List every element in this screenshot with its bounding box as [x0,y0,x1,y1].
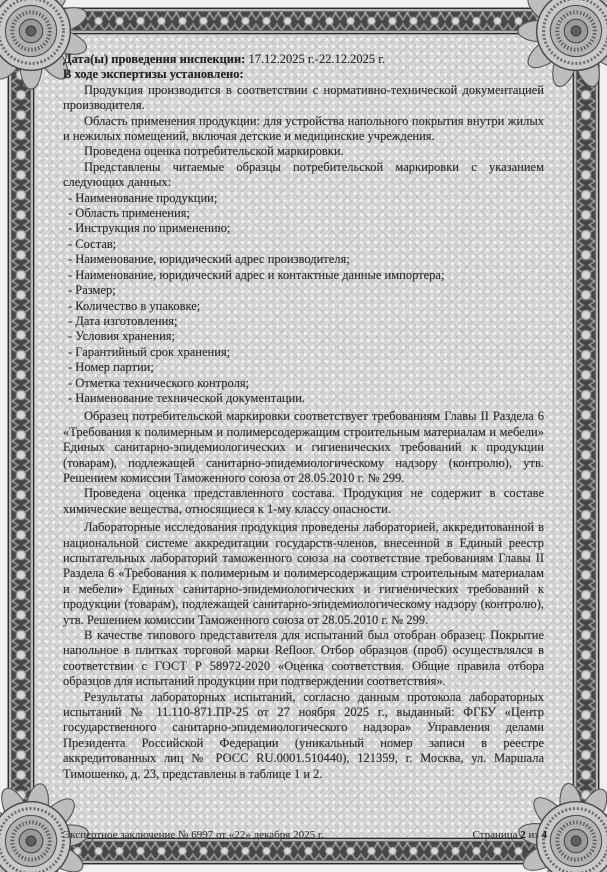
paragraph-composition: Проведена оценка представленного состава. Продукция не содержит в составе химические вещества, относящиеся к 1-му классу опасности. [63,486,544,516]
list-item: - Область применения; [68,206,190,221]
list-item: - Номер партии; [68,360,154,375]
paragraph-sample-selection: В качестве типового представителя для испытаний был отобран образец: Покрытие напольное в плитках торговой марки Refloor. Отбор образцов (проб) осуществлялся в соответствии с ГОСТ Р 58972-2020 «Оценка соответствия. Общие правила отбора образцов для испытаний продукции при подтверждении соответствия». [63,628,544,689]
paragraph-marking-compliance: Образец потребительской маркировки соответствует требованиям Главы II Раздела 6 «Требования к полимерным и полимерсодержащим строительным материалам и мебели» Единых санитарно-эпидемиологических и гигиенических требований к продукции (товарам), подлежащей санитарно-эпидемиологическому надзору (контролю), утв. Решением комиссии Таможенного союза от 28.05.2010 г. № 299. [63,409,544,485]
inspection-dates-line [63,52,544,67]
list-item: - Отметка технического контроля; [68,375,250,390]
list-item: - Состав; [68,236,117,251]
footer-page-total: 4 [541,829,547,841]
paragraph-production: Продукция производится в соответствии с нормативно-технической документацией производителя. [63,82,544,113]
list-item: - Размер; [68,283,116,298]
paragraph-application-area: Область применения продукции: для устройства напольного покрытия внутри жилых и нежилых помещений, включая детские и медицинские учреждения. [63,113,544,144]
list-item: - Дата изготовления; [68,313,178,328]
document-text-block [26,26,581,846]
list-item: - Гарантийный срок хранения; [68,344,231,359]
page-footer [63,829,547,841]
paragraph-test-results: Результаты лабораторных испытаний, согласно данным протокола лабораторных испытаний № 11.110-871.ПР-25 от 27 ноября 2025 г., выданный: ФГБУ «Центр государственного санитарно-эпидемиологического надзора» Управления делами Президента Российской Федерации (уникальный номер записи в реестре аккредитованных лиц № РОСС RU.0001.510440), 121359, г. Москва, ул. Маршала Тимошенко, д. 23, представлены в таблице 1 и 2. [63,689,544,781]
established-heading: В ходе экспертизы установлено: [63,67,244,82]
paragraph-marking-samples: Представлены читаемые образцы потребительской маркировки с указанием следующих данных: [63,159,544,190]
list-item: - Наименование продукции; [68,190,218,205]
list-item: - Наименование, юридический адрес и контактные данные импортера; [68,267,445,282]
paragraph-marking-assessment: Проведена оценка потребительской маркировки. [84,144,344,159]
paragraph-laboratory: Лабораторные исследования продукция проведены лабораторией, аккредитованной в национальной системе аккредитации государств-членов, внесенной в Единый реестр испытательных лабораторий таможенного союза на соответствие требованиям Главы II Раздела 6 «Требования к полимерным и полимерсодержащим строительным материалам и мебели» Единых санитарно-эпидемиологических и гигиенических требований к продукции (товарам), подлежащей санитарно-эпидемиологическому надзору (контролю), утв. Решением комиссии Таможенного союза от 28.05.2010 г. № 299. [63,520,544,627]
list-item: - Инструкция по применению; [68,221,231,236]
inspection-dates-value: 17.12.2025 г.-22.12.2025 г. [245,52,386,66]
list-item: - Условия хранения; [68,329,176,344]
marking-data-list [63,191,544,407]
list-item: - Наименование, юридический адрес производителя; [68,252,350,267]
footer-document-reference: Экспертное заключение № 6997 от «22» декабря 2025 г. [63,829,324,841]
footer-page-current: 2 [520,829,526,841]
list-item: - Количество в упаковке; [68,298,201,313]
footer-page-indicator: Страница 2 из 4 [472,829,547,841]
list-item: - Наименование технической документации. [68,390,306,405]
inspection-dates-label: Дата(ы) проведения инспекции: [63,52,246,66]
